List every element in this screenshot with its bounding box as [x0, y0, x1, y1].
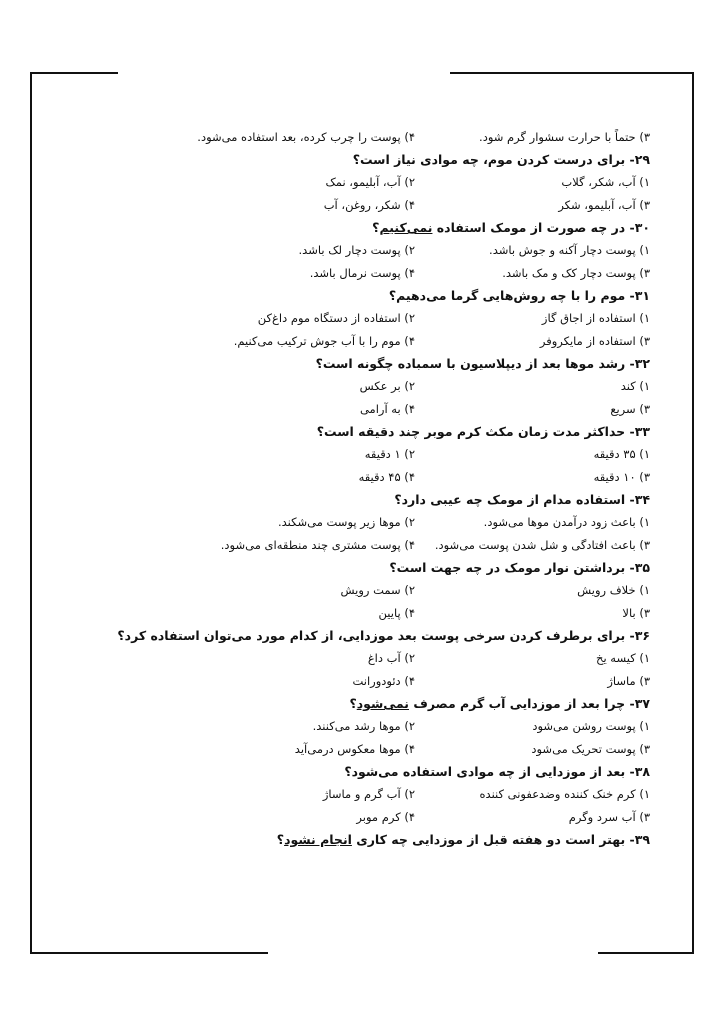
- option-3: ۳) آب سرد وگرم: [568, 810, 650, 824]
- question-number: ۳۲: [634, 356, 650, 371]
- option-3: ۳) استفاده از مایکروفر: [539, 334, 650, 348]
- question-۳۶: [117, 625, 650, 647]
- options-row: [180, 806, 650, 829]
- question-mark: ؟: [276, 832, 285, 847]
- option-2: ۲) پوست دچار لک باشد.: [298, 243, 415, 257]
- question-number: ۳۸: [634, 764, 650, 779]
- option-1: ۱) پوست روشن می‌شود: [532, 719, 650, 733]
- question-number: ۳۷: [634, 696, 650, 711]
- options-row: [180, 307, 650, 330]
- question-number: ۳۹: [634, 832, 650, 847]
- question-list: [117, 149, 650, 851]
- option-2: ۲) آب، آبلیمو، نمک: [325, 175, 415, 189]
- question-text: - بهتر است دو هفته قبل از موزدایی چه کاری: [351, 832, 635, 847]
- question-text: - استفاده مدام از مومک چه عیبی دارد؟: [394, 492, 635, 507]
- question-۳۰: [180, 217, 650, 239]
- option-4: ۴) پوست مشتری چند منطقه‌ای می‌شود.: [220, 538, 415, 552]
- option-4: ۴) موم را با آب جوش ترکیب می‌کنیم.: [233, 334, 415, 348]
- options-row: [180, 738, 650, 761]
- options-row: [180, 443, 650, 466]
- bottom-left-rule: [30, 952, 268, 954]
- question-text: - برداشتن نوار مومک در چه جهت است؟: [389, 560, 635, 575]
- option-1: ۱) استفاده از اجاق گاز: [541, 311, 650, 325]
- option-3: ۳) باعث افتادگی و شل شدن پوست می‌شود.: [434, 538, 650, 552]
- option-1: ۱) کند: [620, 379, 650, 393]
- option-1: ۱) آب، شکر، گلاب: [561, 175, 650, 189]
- option-1: ۱) ۳۵ دقیقه: [593, 447, 650, 461]
- option-3: ۳) سریع: [610, 402, 650, 416]
- question-۳۵: [180, 557, 650, 579]
- right-vertical-rule: [692, 72, 694, 954]
- question-۳۲: [180, 353, 650, 375]
- options-row: [180, 239, 650, 262]
- question-text: - برای درست کردن موم، چه موادی نیاز است؟: [352, 152, 635, 167]
- left-vertical-rule: [30, 72, 32, 954]
- options-row: [180, 579, 650, 602]
- options-row: [180, 262, 650, 285]
- question-emphasis: نمی‌کنیم: [379, 220, 433, 235]
- option-3: ۳) ماساژ: [607, 674, 650, 688]
- question-text: - رشد موها بعد از دیپلاسیون با سمباده چگونه است؟: [315, 356, 635, 371]
- options-row: [180, 783, 650, 806]
- question-mark: ؟: [349, 696, 357, 711]
- question-۳۸: [180, 761, 650, 783]
- option-2: ۲) استفاده از دستگاه موم داغ‌کن: [257, 311, 415, 325]
- option-2: ۲) سمت رویش: [340, 583, 415, 597]
- question-text: - چرا بعد از موزدایی آب گرم مصرف: [408, 696, 635, 711]
- options-row: [180, 534, 650, 557]
- option-4: ۴) ۴۵ دقیقه: [358, 470, 415, 484]
- options-row: [180, 511, 650, 534]
- question-mark: ؟: [372, 220, 380, 235]
- question-۳۳: [180, 421, 650, 443]
- question-number: ۳۱: [634, 288, 650, 303]
- option-2: ۲) موها زیر پوست می‌شکند.: [277, 515, 415, 529]
- option-3: ۳) آب، آبلیمو، شکر: [558, 198, 650, 212]
- option-4: ۴) شکر، روغن، آب: [323, 198, 415, 212]
- question-sheet: [117, 126, 650, 851]
- options-row: [180, 715, 650, 738]
- question-number: ۲۹: [634, 152, 650, 167]
- option-4: ۴) پایین: [378, 606, 415, 620]
- option-2: ۲) آب گرم و ماساژ: [322, 787, 415, 801]
- options-row: [180, 171, 650, 194]
- option-1: ۱) پوست دچار آکنه و جوش باشد.: [489, 243, 650, 257]
- option-2: ۲) بر عکس: [359, 379, 415, 393]
- option-4: ۴) پوست را چرب کرده، بعد استفاده می‌شود.: [197, 130, 415, 144]
- question-text: - بعد از موزدایی از چه موادی استفاده می‌شود؟: [344, 764, 635, 779]
- bottom-right-rule: [598, 952, 694, 954]
- question-text: - در چه صورت از مومک استفاده: [432, 220, 635, 235]
- top-fragment-options: [180, 126, 650, 149]
- option-3: ۳) بالا: [622, 606, 650, 620]
- option-1: ۱) باعث زود درآمدن موها می‌شود.: [483, 515, 650, 529]
- options-row: [180, 375, 650, 398]
- option-2: ۲) موها رشد می‌کنند.: [312, 719, 415, 733]
- options-row: [180, 466, 650, 489]
- option-2: ۲) ۱ دقیقه: [364, 447, 415, 461]
- question-emphasis: نمی‌شود: [356, 696, 409, 711]
- option-3: ۳) پوست دچار کک و مک باشد.: [502, 266, 650, 280]
- option-1: ۱) کرم خنک کننده وضدعفونی کننده: [479, 787, 650, 801]
- options-row: [180, 398, 650, 421]
- option-3: ۳) پوست تحریک می‌شود: [531, 742, 650, 756]
- question-text: - موم را با چه روش‌هایی گرما می‌دهیم؟: [388, 288, 635, 303]
- question-number: ۳۵: [634, 560, 650, 575]
- option-2: ۲) آب داغ: [367, 651, 415, 665]
- top-left-rule: [30, 72, 118, 74]
- options-row: [180, 647, 650, 670]
- question-۳۹: [180, 829, 650, 851]
- options-row: [180, 194, 650, 217]
- option-4: ۴) کرم موبر: [356, 810, 415, 824]
- option-4: ۴) به آرامی: [359, 402, 415, 416]
- option-1: ۱) کیسه یخ: [596, 651, 650, 665]
- option-3: ۳) حتماً با حرارت سشوار گرم شود.: [479, 130, 650, 144]
- options-row: [180, 330, 650, 353]
- option-1: ۱) خلاف رویش: [577, 583, 650, 597]
- question-emphasis: انجام نشود: [284, 832, 352, 847]
- question-۳۷: [180, 693, 650, 715]
- options-row: [180, 670, 650, 693]
- option-4: ۴) دئودورانت: [352, 674, 415, 688]
- option-4: ۴) پوست نرمال باشد.: [309, 266, 415, 280]
- question-number: ۳۶: [634, 628, 650, 643]
- question-۲۹: [180, 149, 650, 171]
- question-number: ۳۰: [634, 220, 650, 235]
- question-text: - برای برطرف کردن سرخی پوست بعد موزدایی، از کدام مورد می‌توان استفاده کرد؟: [117, 628, 635, 643]
- question-۳۴: [180, 489, 650, 511]
- question-۳۱: [180, 285, 650, 307]
- options-row: [180, 602, 650, 625]
- top-right-rule: [450, 72, 694, 74]
- option-4: ۴) موها معکوس درمی‌آید: [294, 742, 415, 756]
- option-3: ۳) ۱۰ دقیقه: [593, 470, 650, 484]
- question-number: ۳۴: [634, 492, 650, 507]
- question-text: - حداکثر مدت زمان مکث کرم موبر چند دقیقه است؟: [316, 424, 635, 439]
- question-number: ۳۳: [634, 424, 650, 439]
